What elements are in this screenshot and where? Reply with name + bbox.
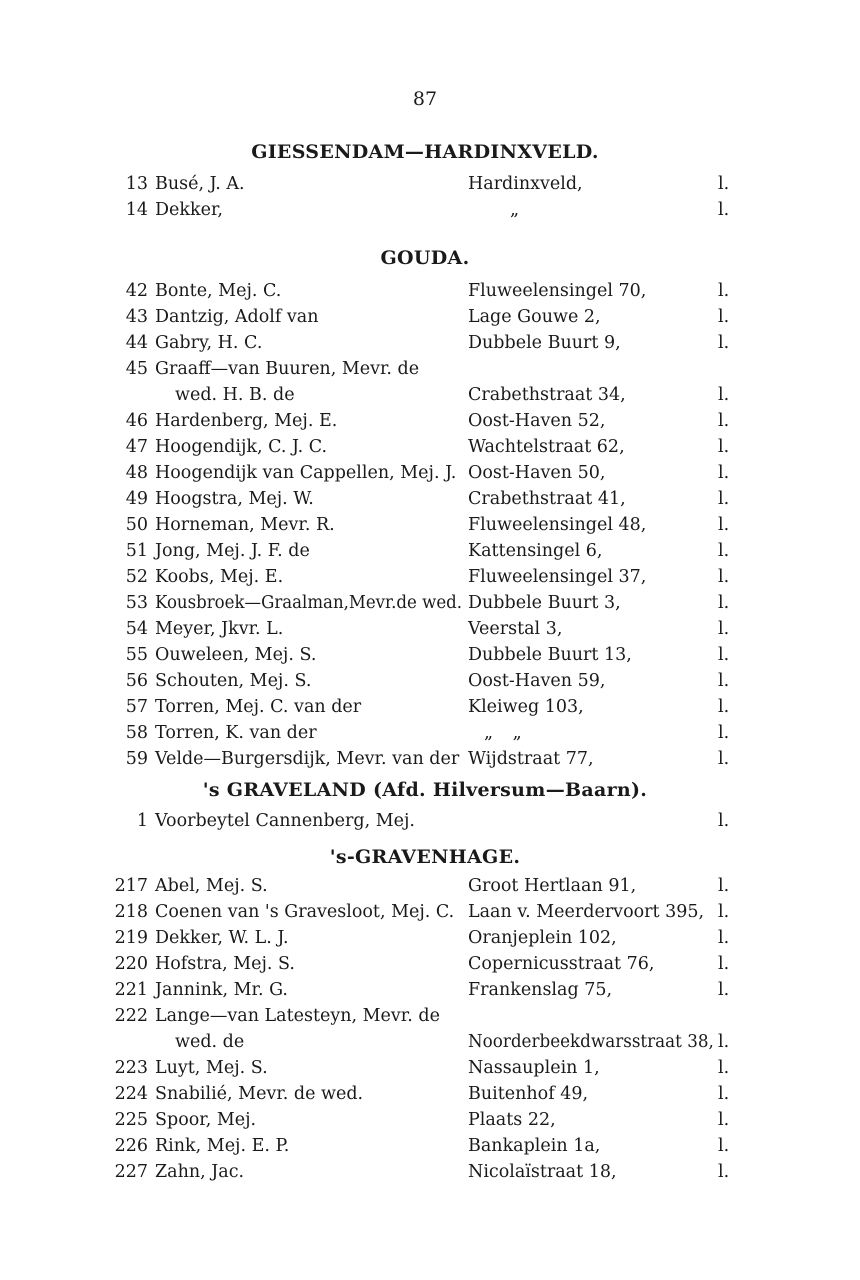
entry-class: l. — [718, 307, 730, 327]
entry-address: Laan v. Meerdervoort 395, — [468, 902, 705, 922]
entry-number: 42 — [125, 281, 148, 301]
directory-entry — [0, 642, 860, 668]
directory-entry — [0, 1107, 860, 1133]
entry-number: 49 — [125, 489, 148, 509]
entry-number: 45 — [125, 359, 148, 379]
entry-address: Plaats 22, — [468, 1110, 556, 1130]
directory-entry — [0, 746, 860, 772]
entry-address: Fluweelensingel 37, — [468, 567, 647, 587]
entry-name: wed. H. B. de — [175, 385, 295, 405]
entry-name: Schouten, Mej. S. — [155, 671, 312, 691]
entry-name: Snabilié, Mevr. de wed. — [155, 1084, 364, 1104]
entry-name: Torren, Mej. C. van der — [155, 697, 362, 717]
entry-address: Fluweelensingel 70, — [468, 281, 647, 301]
entry-number: 54 — [125, 619, 148, 639]
directory-entry — [0, 356, 860, 382]
entry-name: Velde—Burgersdijk, Mevr. van der — [155, 749, 460, 769]
entry-class: l. — [718, 619, 730, 639]
entry-name: Kousbroek—Graalman,Mevr.de wed. — [155, 593, 463, 613]
entry-class: l. — [718, 174, 730, 194]
entry-number: 225 — [114, 1110, 148, 1130]
directory-entry — [0, 512, 860, 538]
entry-number: 59 — [125, 749, 148, 769]
entry-name: Horneman, Mevr. R. — [155, 515, 335, 535]
entry-name: Koobs, Mej. E. — [155, 567, 284, 587]
entry-name: Busé, J. A. — [155, 174, 245, 194]
entry-address: Lage Gouwe 2, — [468, 307, 601, 327]
entry-class: l. — [718, 489, 730, 509]
directory-entry — [0, 171, 860, 197]
directory-entry — [0, 1029, 860, 1055]
entry-class: l. — [718, 811, 730, 831]
section-heading: 's GRAVELAND (Afd. Hilversum—Baarn). — [202, 779, 648, 801]
directory-entry — [0, 408, 860, 434]
section-heading: GOUDA. — [380, 247, 470, 269]
directory-entry — [0, 330, 860, 356]
entry-name: Hardenberg, Mej. E. — [155, 411, 338, 431]
directory-entry — [0, 873, 860, 899]
entry-address: Wijdstraat 77, — [468, 749, 594, 769]
entry-number: 47 — [125, 437, 148, 457]
entry-number: 44 — [125, 333, 148, 353]
entry-name: Spoor, Mej. — [155, 1110, 257, 1130]
entry-address: Oranjeplein 102, — [468, 928, 617, 948]
entry-class: l. — [718, 515, 730, 535]
entry-class: l. — [718, 333, 730, 353]
directory-entry — [0, 720, 860, 746]
entry-class: l. — [718, 1032, 730, 1052]
entry-number: 53 — [125, 593, 148, 613]
entry-class: l. — [718, 1084, 730, 1104]
entry-number: 14 — [125, 200, 148, 220]
entry-name: Zahn, Jac. — [155, 1162, 245, 1182]
entry-number: 56 — [125, 671, 148, 691]
directory-entry — [0, 460, 860, 486]
entry-address: Fluweelensingel 48, — [468, 515, 647, 535]
directory-entry — [0, 616, 860, 642]
entry-address: Kleiweg 103, — [468, 697, 584, 717]
directory-entry — [0, 564, 860, 590]
entry-number: 217 — [114, 876, 148, 896]
entry-name: Hoogendijk, C. J. C. — [155, 437, 328, 457]
entry-class: l. — [718, 593, 730, 613]
section-heading: GIESSENDAM—HARDINXVELD. — [251, 141, 599, 163]
entry-number: 221 — [114, 980, 148, 1000]
entry-number: 52 — [125, 567, 148, 587]
entry-number: 55 — [125, 645, 148, 665]
entry-class: l. — [718, 723, 730, 743]
entry-class: l. — [718, 1110, 730, 1130]
entry-number: 222 — [114, 1006, 148, 1026]
entry-class: l. — [718, 980, 730, 1000]
entry-name: Meyer, Jkvr. L. — [155, 619, 284, 639]
entry-name: Graaff—van Buuren, Mevr. de — [155, 359, 420, 379]
directory-entry — [0, 668, 860, 694]
entry-number: 51 — [125, 541, 148, 561]
entry-number: 219 — [114, 928, 148, 948]
entry-name: Bonte, Mej. C. — [155, 281, 282, 301]
entry-number: 58 — [125, 723, 148, 743]
entry-class: l. — [718, 645, 730, 665]
directory-entry — [0, 1003, 860, 1029]
entry-name: Dantzig, Adolf van — [155, 307, 319, 327]
entry-name: Dekker, — [155, 200, 223, 220]
directory-entry — [0, 951, 860, 977]
entry-address: Frankenslag 75, — [468, 980, 613, 1000]
directory-entry — [0, 694, 860, 720]
directory-entry — [0, 538, 860, 564]
entry-class: l. — [718, 1136, 730, 1156]
directory-entry — [0, 1133, 860, 1159]
entry-name: Jong, Mej. J. F. de — [155, 541, 310, 561]
entry-name: Hofstra, Mej. S. — [155, 954, 295, 974]
directory-entry — [0, 808, 860, 834]
entry-address: Groot Hertlaan 91, — [468, 876, 637, 896]
entry-class: l. — [718, 437, 730, 457]
entry-number: 48 — [125, 463, 148, 483]
entry-number: 224 — [114, 1084, 148, 1104]
entry-name: Jannink, Mr. G. — [155, 980, 288, 1000]
directory-entry — [0, 486, 860, 512]
entry-address: „ „ — [484, 723, 522, 743]
entry-name: Voorbeytel Cannenberg, Mej. — [155, 811, 415, 831]
section-heading: 's-GRAVENHAGE. — [329, 846, 521, 868]
entry-address: Nassauplein 1, — [468, 1058, 600, 1078]
entry-class: l. — [718, 1162, 730, 1182]
directory-entry — [0, 1081, 860, 1107]
entry-address: Dubbele Buurt 3, — [468, 593, 621, 613]
entry-name: Torren, K. van der — [155, 723, 317, 743]
entry-class: l. — [718, 541, 730, 561]
entry-name: Abel, Mej. S. — [155, 876, 268, 896]
entry-name: Lange—van Latesteyn, Mevr. de — [155, 1006, 440, 1026]
entry-number: 50 — [125, 515, 148, 535]
entry-class: l. — [718, 697, 730, 717]
entry-class: l. — [718, 749, 730, 769]
entry-name: Luyt, Mej. S. — [155, 1058, 268, 1078]
entry-class: l. — [718, 281, 730, 301]
entry-number: 227 — [114, 1162, 148, 1182]
entry-name: Ouweleen, Mej. S. — [155, 645, 317, 665]
entry-number: 43 — [125, 307, 148, 327]
entry-name: Gabry, H. C. — [155, 333, 263, 353]
entry-name: Hoogstra, Mej. W. — [155, 489, 314, 509]
entry-class: l. — [718, 385, 730, 405]
directory-entry — [0, 925, 860, 951]
entry-name: Hoogendijk van Cappellen, Mej. J. — [155, 463, 457, 483]
entry-name: wed. de — [175, 1032, 245, 1052]
directory-entry — [0, 382, 860, 408]
entry-number: 57 — [125, 697, 148, 717]
entry-class: l. — [718, 567, 730, 587]
directory-entry — [0, 278, 860, 304]
directory-entry — [0, 1159, 860, 1185]
entry-number: 46 — [125, 411, 148, 431]
directory-entry — [0, 899, 860, 925]
entry-number: 1 — [136, 811, 148, 831]
entry-address: Copernicusstraat 76, — [468, 954, 655, 974]
page-number: 87 — [412, 88, 438, 110]
directory-entry — [0, 304, 860, 330]
entry-address: „ — [510, 200, 520, 220]
entry-class: l. — [718, 671, 730, 691]
entry-class: l. — [718, 902, 730, 922]
entry-address: Buitenhof 49, — [468, 1084, 589, 1104]
entry-class: l. — [718, 463, 730, 483]
entry-class: l. — [718, 954, 730, 974]
entry-address: Wachtelstraat 62, — [468, 437, 625, 457]
entry-address: Oost-Haven 52, — [468, 411, 606, 431]
entry-address: Kattensingel 6, — [468, 541, 603, 561]
entry-class: l. — [718, 876, 730, 896]
entry-class: l. — [718, 200, 730, 220]
directory-entry — [0, 197, 860, 223]
entry-address: Crabethstraat 41, — [468, 489, 626, 509]
entry-name: Coenen van 's Gravesloot, Mej. C. — [155, 902, 455, 922]
entry-address: Nicolaïstraat 18, — [468, 1162, 617, 1182]
entry-address: Oost-Haven 59, — [468, 671, 606, 691]
entry-number: 220 — [114, 954, 148, 974]
entry-address: Veerstal 3, — [468, 619, 563, 639]
entry-class: l. — [718, 1058, 730, 1078]
entry-address: Hardinxveld, — [468, 174, 583, 194]
entry-address: Oost-Haven 50, — [468, 463, 606, 483]
entry-number: 226 — [114, 1136, 148, 1156]
entry-name: Dekker, W. L. J. — [155, 928, 289, 948]
entry-address: Crabethstraat 34, — [468, 385, 626, 405]
entry-number: 218 — [114, 902, 148, 922]
entry-class: l. — [718, 928, 730, 948]
directory-entry — [0, 977, 860, 1003]
entry-class: l. — [718, 411, 730, 431]
entry-address: Bankaplein 1a, — [468, 1136, 601, 1156]
entry-address: Noorderbeekdwarsstraat 38, — [468, 1032, 714, 1052]
entry-address: Dubbele Buurt 9, — [468, 333, 621, 353]
entry-number: 223 — [114, 1058, 148, 1078]
entry-name: Rink, Mej. E. P. — [155, 1136, 290, 1156]
entry-address: Dubbele Buurt 13, — [468, 645, 632, 665]
entry-number: 13 — [125, 174, 148, 194]
directory-entry — [0, 590, 860, 616]
directory-entry — [0, 434, 860, 460]
directory-entry — [0, 1055, 860, 1081]
